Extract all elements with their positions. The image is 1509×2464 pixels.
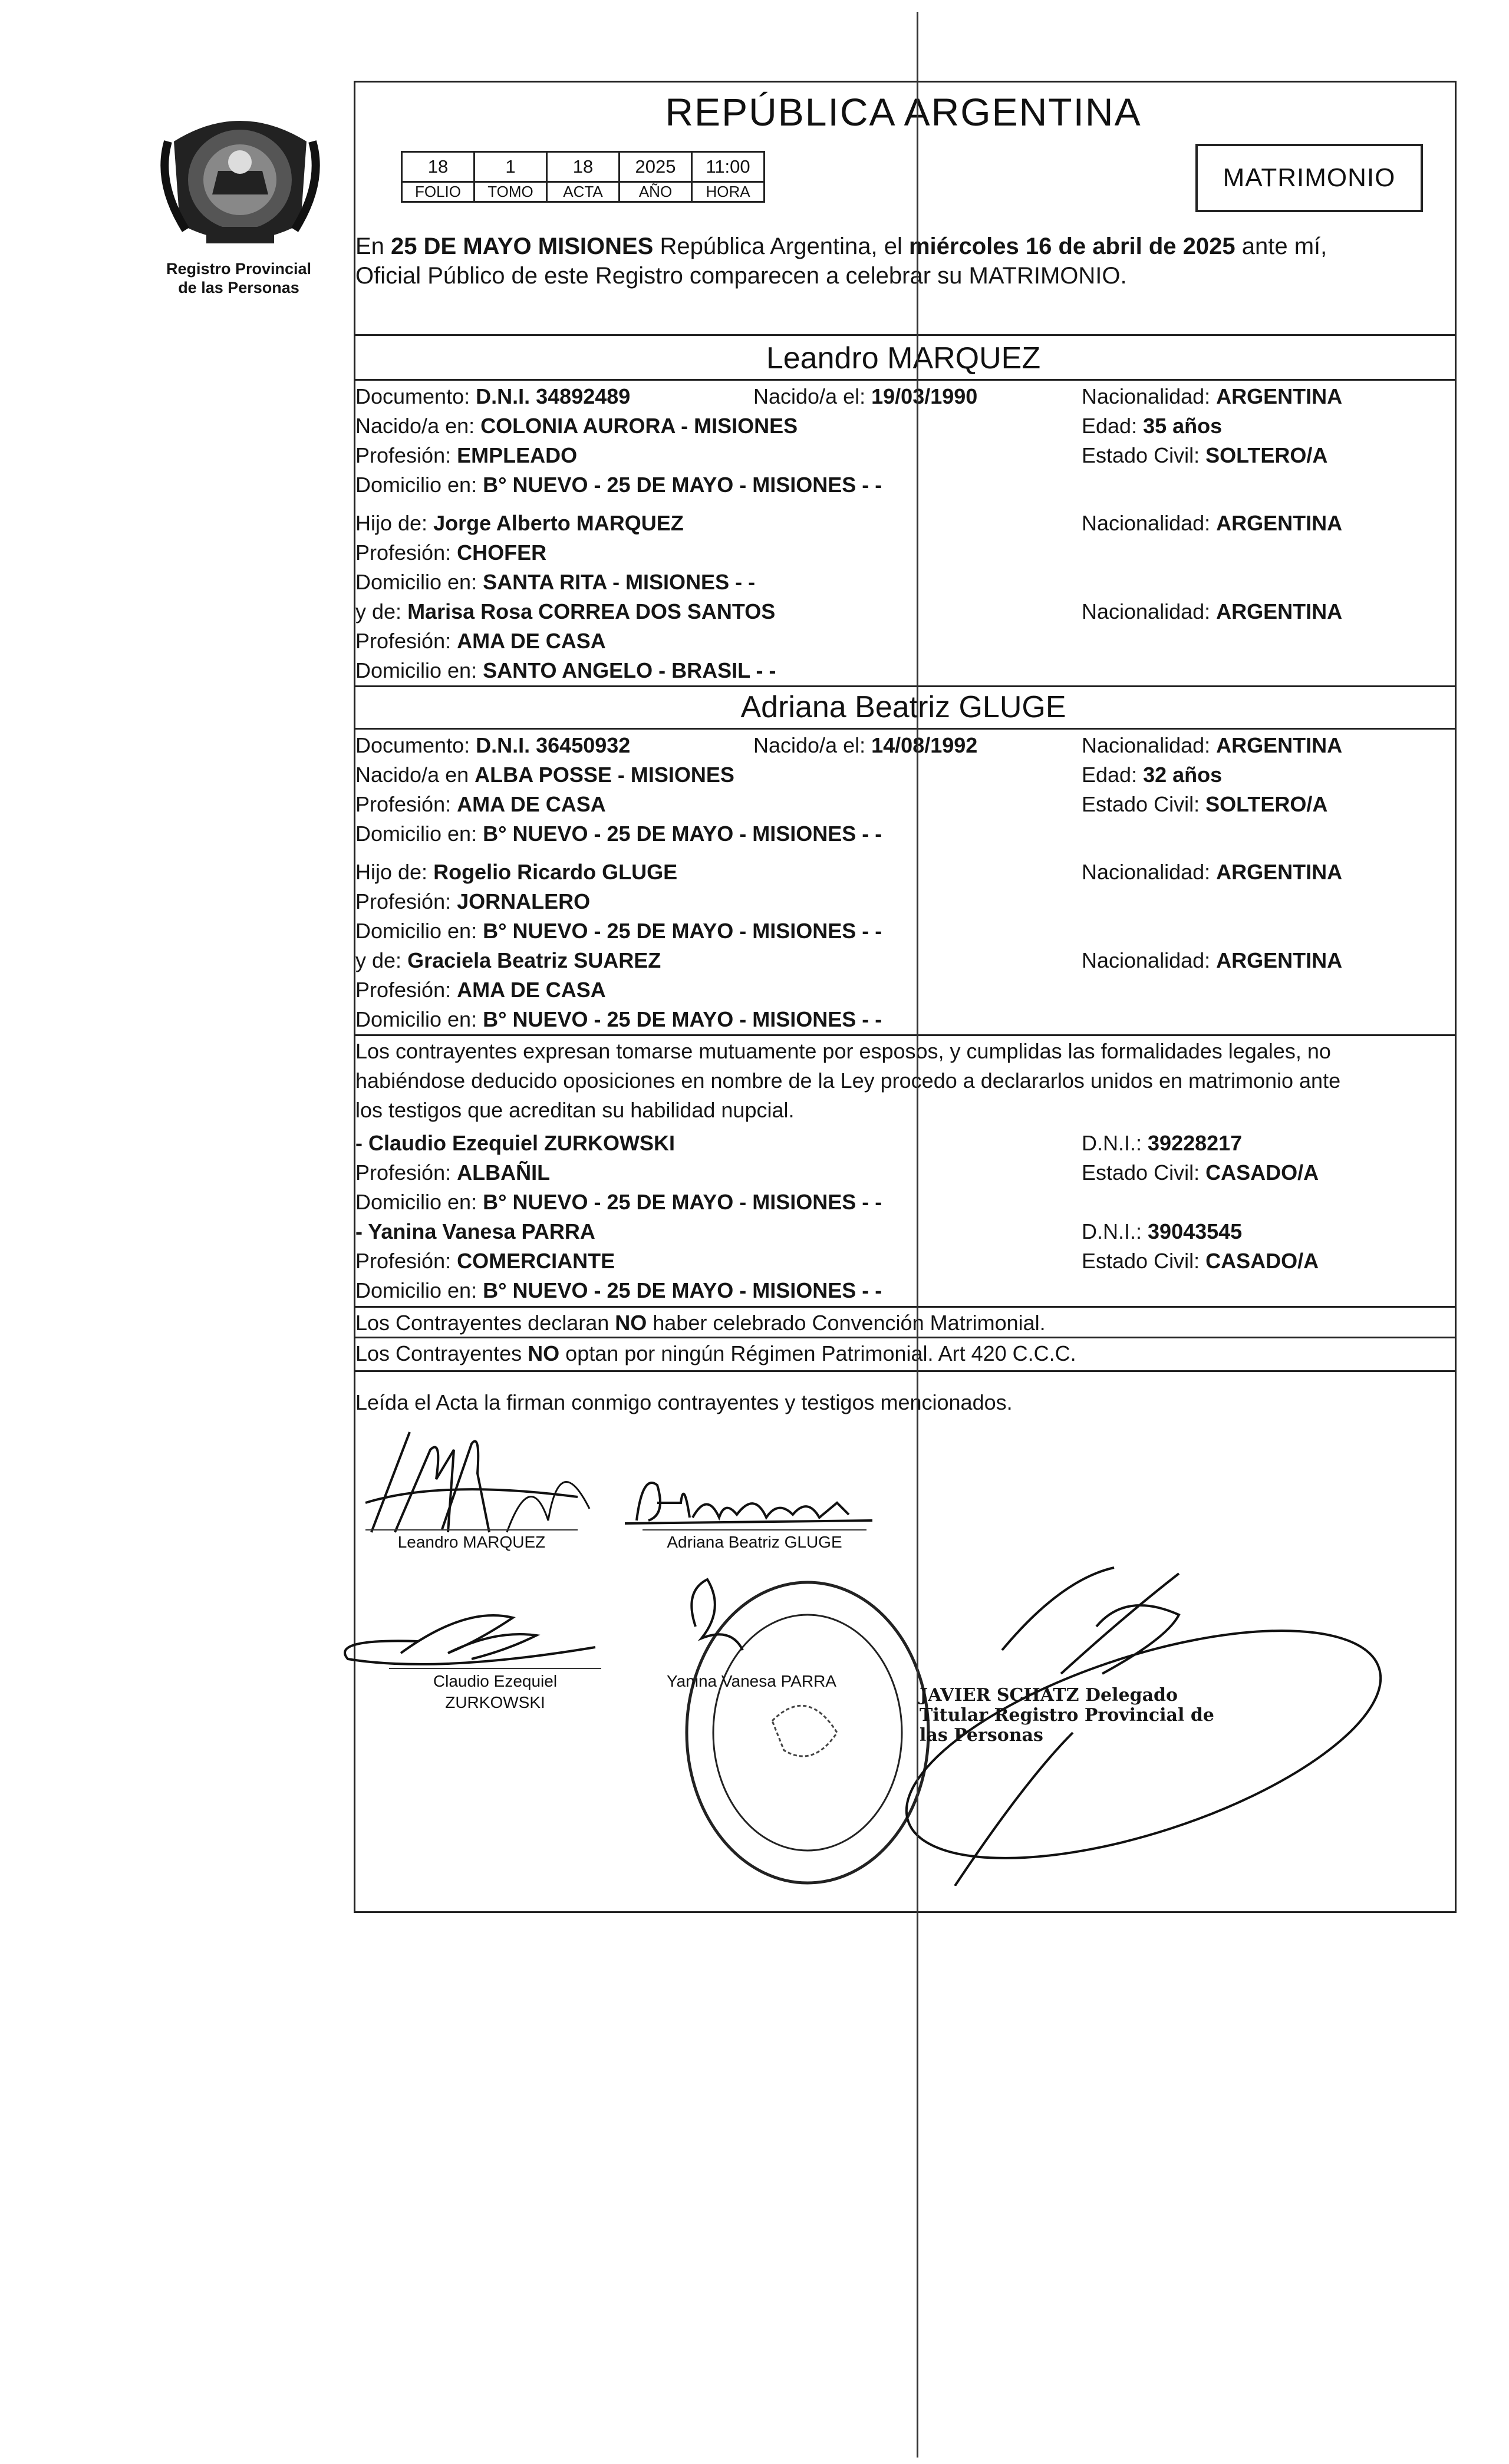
c2-doc: Documento: D.N.I. 36450932 xyxy=(355,733,631,757)
intro-line-1: En 25 DE MAYO MISIONES República Argentina, el miércoles 16 de abril de 2025 ante mí, xyxy=(355,233,1327,259)
tomo-label: TOMO xyxy=(475,182,547,202)
sig-line-3 xyxy=(389,1668,601,1669)
divider xyxy=(354,1034,1455,1036)
witness1-civil: Estado Civil: CASADO/A xyxy=(1082,1160,1319,1185)
anio-value: 2025 xyxy=(620,152,692,182)
sig-label-claudio-2: ZURKOWSKI xyxy=(445,1693,545,1711)
c2-mother-prof: Profesión: AMA DE CASA xyxy=(355,978,606,1002)
c2-born: Nacido/a el: 14/08/1992 xyxy=(753,733,978,757)
declaration-line-2: habiéndose deducido oposiciones en nombre de la Ley procedo a declararlos unidos en matrimonio ante xyxy=(355,1068,1341,1093)
hora-label: HORA xyxy=(692,182,765,202)
divider xyxy=(354,1370,1455,1372)
c1-mother-nat: Nacionalidad: ARGENTINA xyxy=(1082,599,1343,624)
official-stamp: JAVIER SCHATZ Delegado Titular Registro Provincial de las Personas xyxy=(920,1685,1214,1746)
acta-value: 18 xyxy=(547,152,620,182)
c2-mother-dom: Domicilio en: B° NUEVO - 25 DE MAYO - MISIONES - - xyxy=(355,1007,882,1031)
logo-caption-1: Registro Provincial xyxy=(166,260,312,278)
divider xyxy=(354,1306,1455,1308)
hora-value: 11:00 xyxy=(692,152,765,182)
c1-born: Nacido/a el: 19/03/1990 xyxy=(753,384,978,408)
sig-label-adriana: Adriana Beatriz GLUGE xyxy=(667,1533,842,1551)
folio-value: 18 xyxy=(402,152,475,182)
folio-label: FOLIO xyxy=(402,182,475,202)
c2-dom: Domicilio en: B° NUEVO - 25 DE MAYO - MISIONES - - xyxy=(355,822,882,846)
c1-father-prof: Profesión: CHOFER xyxy=(355,540,547,565)
signature-claudio xyxy=(318,1594,625,1683)
witness1-dni: D.N.I.: 39228217 xyxy=(1082,1131,1243,1155)
registry-meta-table xyxy=(401,151,765,203)
sig-label-yanina: Yanina Vanesa PARRA xyxy=(667,1672,836,1690)
witness1-prof: Profesión: ALBAÑIL xyxy=(355,1160,551,1185)
divider xyxy=(354,334,1455,336)
witness1-name: - Claudio Ezequiel ZURKOWSKI xyxy=(355,1131,676,1155)
sig-line-1 xyxy=(365,1529,578,1530)
c1-father-nat: Nacionalidad: ARGENTINA xyxy=(1082,511,1343,535)
c2-civil: Estado Civil: SOLTERO/A xyxy=(1082,792,1328,816)
c2-birthplace: Nacido/a en ALBA POSSE - MISIONES xyxy=(355,763,734,787)
sig-label-leandro: Leandro MARQUEZ xyxy=(397,1533,546,1551)
c1-mother: y de: Marisa Rosa CORREA DOS SANTOS xyxy=(355,599,776,624)
divider xyxy=(354,379,1455,381)
witness2-dni: D.N.I.: 39043545 xyxy=(1082,1219,1243,1243)
acta-label: ACTA xyxy=(547,182,620,202)
registry-logo xyxy=(150,106,330,253)
witness2-civil: Estado Civil: CASADO/A xyxy=(1082,1249,1319,1273)
c2-mother-nat: Nacionalidad: ARGENTINA xyxy=(1082,948,1343,972)
c1-mother-prof: Profesión: AMA DE CASA xyxy=(355,629,606,653)
witness2-dom: Domicilio en: B° NUEVO - 25 DE MAYO - MISIONES - - xyxy=(355,1278,882,1302)
convention-line-2: Los Contrayentes NO optan por ningún Régimen Patrimonial. Art 420 C.C.C. xyxy=(355,1341,1076,1365)
c1-doc: Documento: D.N.I. 34892489 xyxy=(355,384,631,408)
c1-father: Hijo de: Jorge Alberto MARQUEZ xyxy=(355,511,684,535)
contrayente2-name: Adriana Beatriz GLUGE xyxy=(740,690,1066,724)
sig-label-claudio-1: Claudio Ezequiel xyxy=(433,1672,558,1690)
declaration-line-3: los testigos que acreditan su habilidad nupcial. xyxy=(355,1098,795,1122)
c2-nat: Nacionalidad: ARGENTINA xyxy=(1082,733,1343,757)
c2-age: Edad: 32 años xyxy=(1082,763,1223,787)
intro-line-2: Oficial Público de este Registro comparecen a celebrar su MATRIMONIO. xyxy=(355,263,1127,289)
act-type-box: MATRIMONIO xyxy=(1195,144,1423,212)
convention-line-1: Los Contrayentes declaran NO haber celebrado Convención Matrimonial. xyxy=(355,1311,1046,1335)
misiones-seal-icon xyxy=(150,106,330,253)
scan-fold-line xyxy=(917,12,918,2458)
declaration-line-1: Los contrayentes expresan tomarse mutuamente por esposos, y cumplidas las formalidades legales, no xyxy=(355,1039,1331,1063)
c2-father: Hijo de: Rogelio Ricardo GLUGE xyxy=(355,860,678,884)
contrayente1-name: Leandro MARQUEZ xyxy=(766,341,1041,375)
logo-caption-2: de las Personas xyxy=(178,279,299,296)
signature-adriana xyxy=(625,1467,884,1532)
tomo-value: 1 xyxy=(475,152,547,182)
divider xyxy=(354,685,1455,687)
c1-prof: Profesión: EMPLEADO xyxy=(355,443,578,467)
divider xyxy=(354,728,1455,730)
c1-age: Edad: 35 años xyxy=(1082,414,1223,438)
c1-dom: Domicilio en: B° NUEVO - 25 DE MAYO - MISIONES - - xyxy=(355,473,882,497)
c2-prof: Profesión: AMA DE CASA xyxy=(355,792,606,816)
c1-father-dom: Domicilio en: SANTA RITA - MISIONES - - xyxy=(355,570,756,594)
witness2-prof: Profesión: COMERCIANTE xyxy=(355,1249,615,1273)
c1-civil: Estado Civil: SOLTERO/A xyxy=(1082,443,1328,467)
witness1-dom: Domicilio en: B° NUEVO - 25 DE MAYO - MISIONES - - xyxy=(355,1190,882,1214)
anio-label: AÑO xyxy=(620,182,692,202)
sig-line-2 xyxy=(643,1529,866,1530)
country-title: REPÚBLICA ARGENTINA xyxy=(665,90,1142,134)
c2-father-dom: Domicilio en: B° NUEVO - 25 DE MAYO - MISIONES - - xyxy=(355,919,882,943)
c2-father-nat: Nacionalidad: ARGENTINA xyxy=(1082,860,1343,884)
c1-nat: Nacionalidad: ARGENTINA xyxy=(1082,384,1343,408)
c2-mother: y de: Graciela Beatriz SUAREZ xyxy=(355,948,661,972)
c2-father-prof: Profesión: JORNALERO xyxy=(355,889,591,913)
closing-text: Leída el Acta la firman conmigo contrayentes y testigos mencionados. xyxy=(355,1390,1013,1414)
c1-birthplace: Nacido/a en: COLONIA AURORA - MISIONES xyxy=(355,414,798,438)
divider xyxy=(354,1337,1455,1338)
c1-mother-dom: Domicilio en: SANTO ANGELO - BRASIL - - xyxy=(355,658,776,682)
witness2-name: - Yanina Vanesa PARRA xyxy=(355,1219,595,1243)
